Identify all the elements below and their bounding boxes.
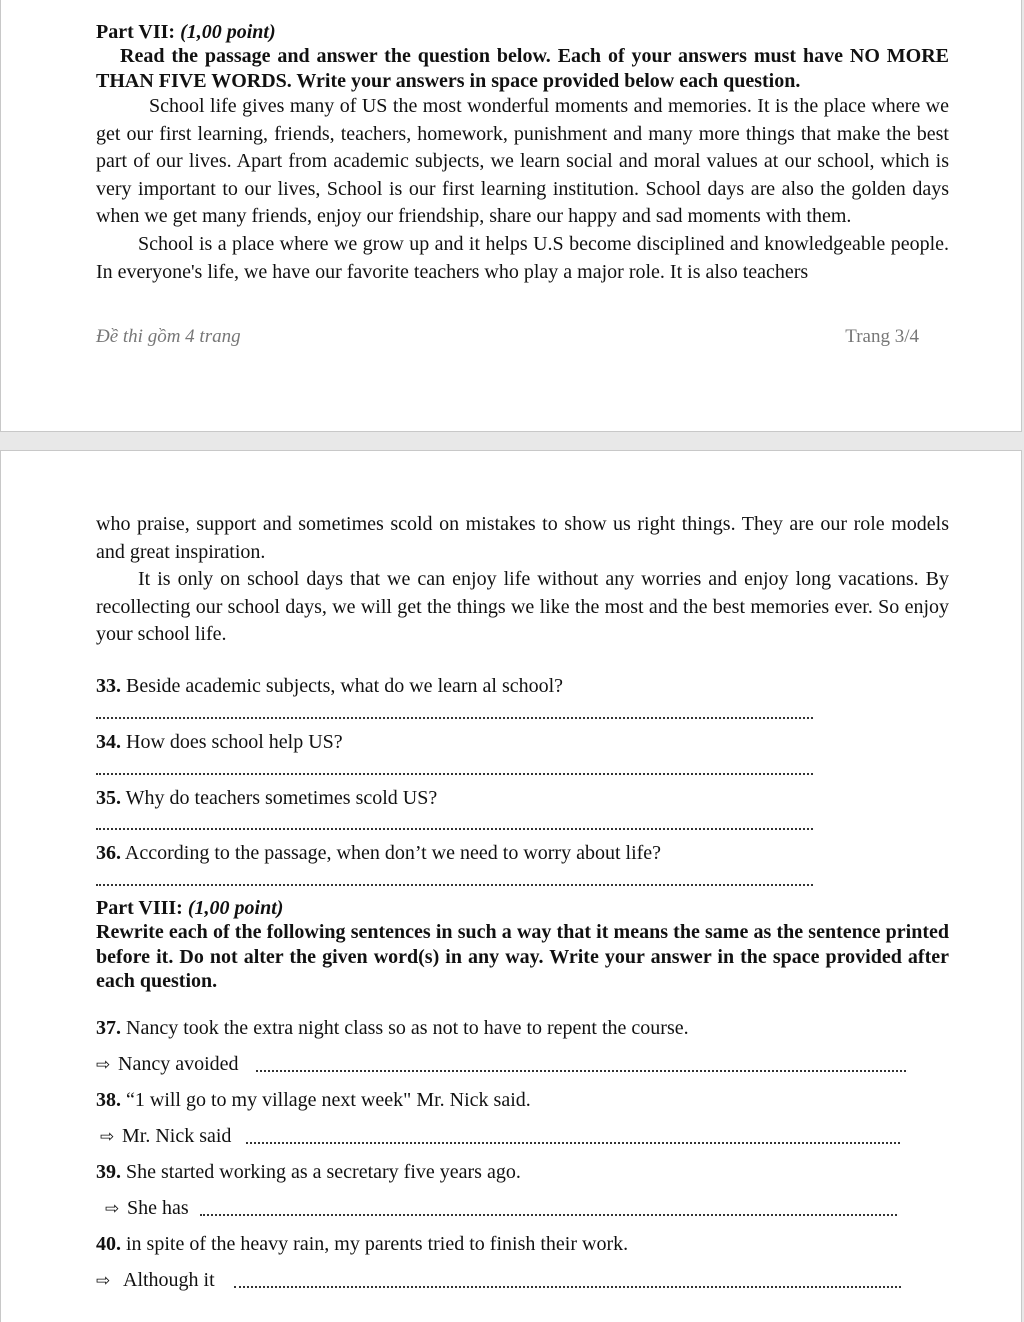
rewrite-prompt: Nancy avoided xyxy=(118,1053,239,1075)
question-number: 34. xyxy=(96,731,121,753)
item-number: 38. xyxy=(96,1089,121,1111)
answer-line-38[interactable] xyxy=(246,1142,900,1144)
item-text: in spite of the heavy rain, my parents tried to finish their work. xyxy=(126,1233,629,1255)
question-36 xyxy=(96,841,661,865)
question-text: How does school help US? xyxy=(126,731,343,753)
arrow-right-icon: ⇨ xyxy=(105,1199,120,1219)
arrow-right-icon: ⇨ xyxy=(96,1055,111,1075)
item-text: “1 will go to my village next week" Mr. Nick said. xyxy=(126,1089,531,1111)
arrow-right-icon: ⇨ xyxy=(96,1271,111,1291)
answer-line-35[interactable] xyxy=(96,828,813,830)
part-7-instruction: Read the passage and answer the question below. Each of your answers must have NO MORE THAN FIVE WORDS. Write your answers in space provided below each question. xyxy=(96,45,949,92)
passage-continued xyxy=(96,511,949,649)
question-text: Why do teachers sometimes scold US? xyxy=(125,787,438,809)
part-8-title: Part VIII: xyxy=(96,897,183,919)
item-37 xyxy=(96,1016,689,1040)
question-text: Beside academic subjects, what do we learn al school? xyxy=(126,675,564,697)
question-number: 35. xyxy=(96,787,121,809)
rewrite-38 xyxy=(100,1124,231,1149)
passage-paragraph-2-end: who praise, support and sometimes scold on mistakes to show us right things. They are our role models and great inspiration. xyxy=(96,513,949,563)
question-number: 33. xyxy=(96,675,121,697)
document-page-3 xyxy=(0,0,1022,432)
item-38 xyxy=(96,1088,531,1112)
rewrite-prompt: She has xyxy=(127,1197,189,1219)
item-text: Nancy took the extra night class so as not to have to repent the course. xyxy=(126,1017,689,1039)
part-8-section xyxy=(96,896,949,994)
part-7-points: (1,00 point) xyxy=(180,21,276,43)
question-33 xyxy=(96,674,563,698)
part-7-section xyxy=(96,20,949,286)
rewrite-prompt: Mr. Nick said xyxy=(122,1125,232,1147)
answer-line-37[interactable] xyxy=(256,1070,906,1072)
answer-line-36[interactable] xyxy=(96,884,813,886)
page-footer xyxy=(96,326,919,348)
footer-page-count: Đề thi gồm 4 trang xyxy=(96,326,241,347)
rewrite-40 xyxy=(96,1268,215,1293)
answer-line-34[interactable] xyxy=(96,773,813,775)
passage-paragraph-1: School life gives many of US the most wonderful moments and memories. It is the place where we get our first learning, friends, teachers, homework, punishment and many more things that make the best part of our lives. Apart from academic subjects, we learn social and moral values at our school, which is very important to our lives, School is our first learning institution. School days are also the golden days when we get many friends, enjoy our friendship, share our happy and sad moments with them. xyxy=(96,95,949,228)
part-7-title: Part VII: xyxy=(96,21,176,43)
document-page-4 xyxy=(0,450,1022,1322)
part-7-heading xyxy=(96,20,949,44)
part-8-points: (1,00 point) xyxy=(187,897,284,919)
item-40 xyxy=(96,1232,628,1256)
part-8-heading xyxy=(96,896,949,920)
part-8-instruction: Rewrite each of the following sentences in such a way that it means the same as the sentence printed before it. Do not alter the given word(s) in any way. Write your answer in the space provided after each question. xyxy=(96,921,949,992)
passage-paragraph-3: It is only on school days that we can enjoy life without any worries and enjoy long vacations. By recollecting our school days, we will get the things we like the most and the best memories ever. So enjoy your school life. xyxy=(96,568,949,646)
item-number: 40. xyxy=(96,1233,121,1255)
question-34 xyxy=(96,730,343,754)
rewrite-39 xyxy=(105,1196,189,1221)
item-39 xyxy=(96,1160,521,1184)
item-number: 37. xyxy=(96,1017,121,1039)
item-text: She started working as a secretary five years ago. xyxy=(126,1161,521,1183)
answer-line-39[interactable] xyxy=(200,1214,897,1216)
answer-line-40[interactable] xyxy=(234,1286,901,1288)
passage-paragraph-2-start: School is a place where we grow up and it helps U.S become disciplined and knowledgeable people. In everyone's life, we have our favorite teachers who play a major role. It is also teachers xyxy=(96,232,949,283)
item-number: 39. xyxy=(96,1161,121,1183)
question-35 xyxy=(96,786,437,810)
rewrite-37 xyxy=(96,1052,239,1077)
arrow-right-icon: ⇨ xyxy=(100,1127,115,1147)
question-number: 36. xyxy=(96,842,121,864)
question-text: According to the passage, when don’t we need to worry about life? xyxy=(124,842,662,864)
footer-page-number: Trang 3/4 xyxy=(845,326,919,347)
rewrite-prompt: Although it xyxy=(123,1269,215,1291)
answer-line-33[interactable] xyxy=(96,717,813,719)
